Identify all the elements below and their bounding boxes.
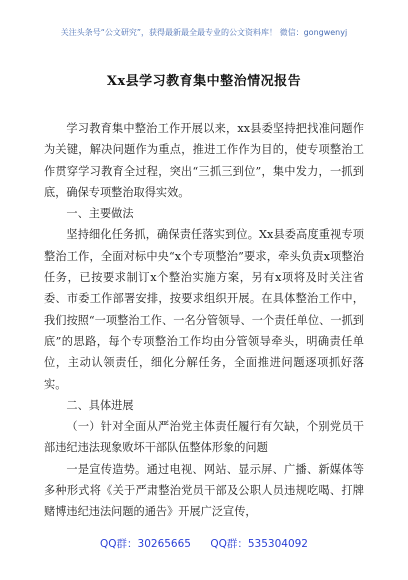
footer-qq-group-1: QQ群：30265665 [100, 538, 191, 550]
footer-qq-group-2: QQ群：535304092 [210, 538, 308, 550]
footer-contacts [0, 536, 408, 551]
heading-progress: 二、具体进展 [66, 398, 134, 412]
paragraph-publicity: 一是宣传造势。通过电视、网站、显示屏、广播、新媒体等多种形式将《关于严肃整治党员干部及公职人员违规吃喝、打牌赌博违纪违法问题的通告》开展广泛宣传， [44, 462, 364, 519]
document-body [44, 118, 364, 523]
document-title: Xx县学习教育集中整治情况报告 [106, 74, 302, 89]
heading-main-practices: 一、主要做法 [66, 207, 134, 221]
header-note: 关注头条号“公文研究”，获得最新最全最专业的公文资料库！ 微信：gongwenyj [60, 28, 348, 37]
paragraph-intro: 学习教育集中整治工作开展以来，xx县委坚持把找准问题作为关键，解决问题作为重点，推进工作作为目的，使专项整治工作贯穿学习教育全过程，突出“三抓三到位”，集中发力，一抓到底，确保专项整治取得实效。 [44, 122, 364, 199]
subheading-issue-1: （一）针对全面从严治党主体责任履行有欠缺，个别党员干部违纪违法现象败坏干部队伍整体形象的问题 [44, 420, 364, 455]
paragraph-practices: 坚持细化任务抓，确保责任落实到位。Xx县委高度重视专项整治工作，全面对标中央“x个专项整治”要求，牵头负责x项整治任务，已按要求制订x个整治实施方案，另有x项将及时关注省委、市委工作部署安排，按要求组织开展。在具体整治工作中，我们按照“一项整治工作、一名分管领导、一个责任单位、一抓到底”的思路，每个专项整治工作均由分管领导牵头，明确责任单位，主动认领责任，细化分解任务，全面推进问题逐项抓好落实。 [44, 228, 364, 391]
